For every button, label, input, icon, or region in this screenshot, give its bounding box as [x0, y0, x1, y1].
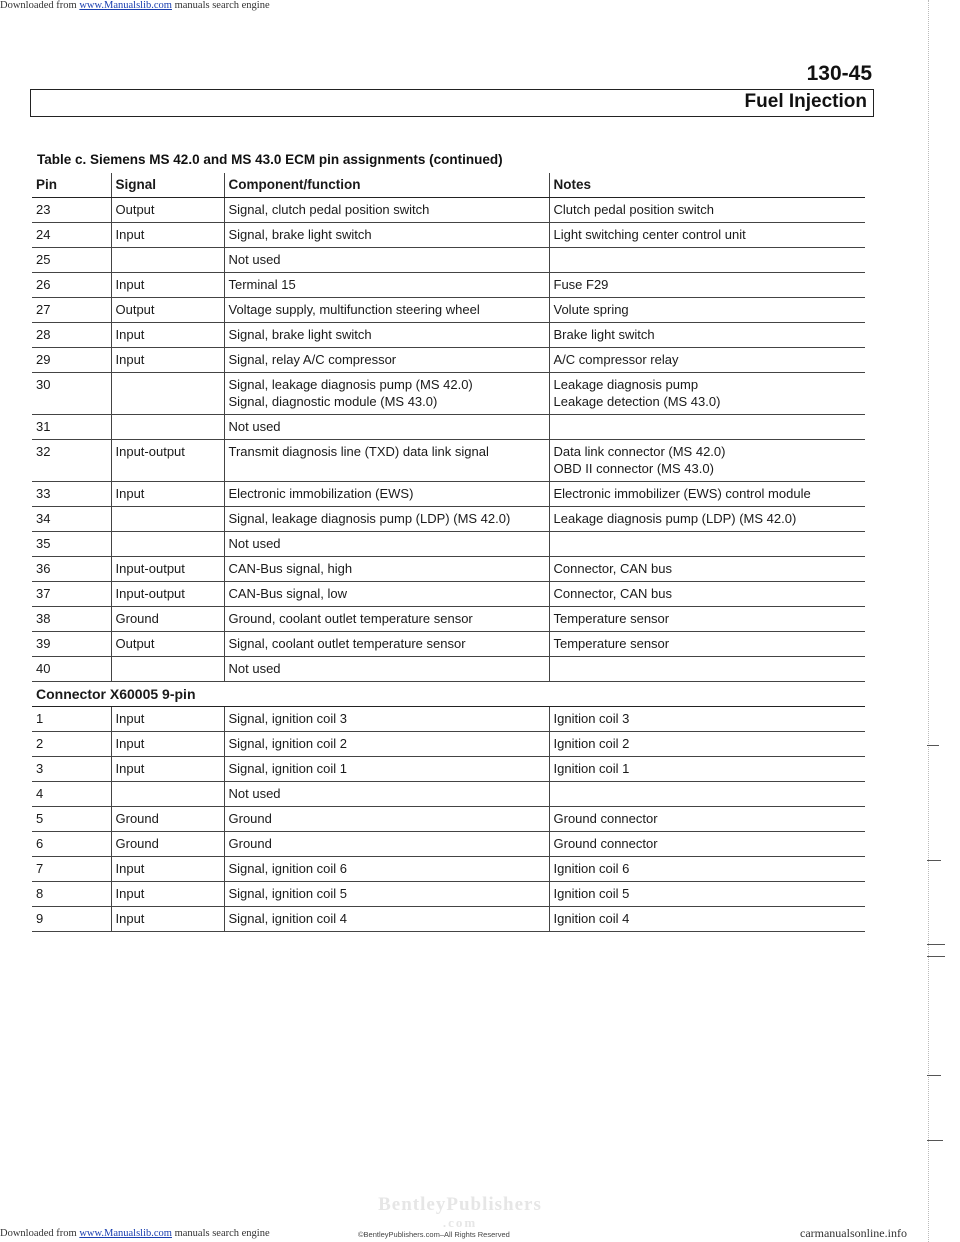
pin-cell-text: 23	[36, 202, 51, 217]
pin-cell-text: 33	[36, 486, 51, 501]
pin-cell	[32, 198, 111, 223]
signal-cell-text: Ground	[115, 811, 159, 826]
banner-suffix: manuals search engine	[171, 0, 270, 11]
signal-cell-text: Input	[115, 486, 145, 501]
component-cell-text: Ground, coolant outlet temperature sensor	[228, 611, 473, 626]
signal-cell-text: Input-output	[115, 444, 185, 459]
pin-cell-text: 36	[36, 561, 51, 576]
signal-cell	[111, 807, 224, 832]
signal-cell	[111, 223, 224, 248]
table-row	[32, 532, 865, 557]
signal-cell-text: Output	[115, 202, 155, 217]
notes-cell	[549, 607, 865, 632]
pin-cell-text: 38	[36, 611, 51, 626]
pin-cell	[32, 348, 111, 373]
signal-cell-text: Input	[115, 886, 145, 901]
notes-cell-text: Ground connector	[553, 836, 658, 851]
pin-cell	[32, 532, 111, 557]
component-cell	[224, 857, 549, 882]
component-cell-text: Signal, clutch pedal position switch	[228, 202, 430, 217]
signal-cell	[111, 757, 224, 782]
component-cell	[224, 298, 549, 323]
table-row	[32, 323, 865, 348]
table-row	[32, 415, 865, 440]
component-cell-text: Not used	[228, 419, 281, 434]
pin-cell-text: 24	[36, 227, 51, 242]
component-cell-text: Not used	[228, 661, 281, 676]
pin-cell-text: 4	[36, 786, 44, 801]
component-cell-text: Signal, coolant outlet temperature sensor	[228, 636, 466, 651]
signal-cell	[111, 415, 224, 440]
signal-cell-text: Input	[115, 736, 145, 751]
ecm-connector-rows	[32, 198, 865, 682]
pin-cell-text: 32	[36, 444, 51, 459]
component-cell	[224, 907, 549, 932]
table-row	[32, 273, 865, 298]
pin-cell-text: 30	[36, 377, 51, 392]
signal-cell	[111, 782, 224, 807]
component-cell	[224, 273, 549, 298]
table-row	[32, 223, 865, 248]
chapter-header-bar	[30, 89, 874, 117]
component-cell	[224, 507, 549, 532]
component-cell	[224, 482, 549, 507]
notes-cell-text: Ground connector	[553, 811, 658, 826]
signal-cell-text: Input	[115, 352, 145, 367]
table-row	[32, 757, 865, 782]
notes-cell-text: Fuse F29	[553, 277, 609, 292]
table-row	[32, 707, 865, 732]
component-cell-text: Electronic immobilization (EWS)	[228, 486, 414, 501]
column-header-notes: Notes	[549, 173, 865, 198]
connector-section-row	[32, 682, 865, 707]
notes-cell-text: Ignition coil 2	[553, 736, 630, 751]
signal-cell-text: Input	[115, 711, 145, 726]
component-cell	[224, 882, 549, 907]
component-cell-text: CAN-Bus signal, low	[228, 586, 347, 601]
component-cell-text: Signal, ignition coil 6	[228, 861, 348, 876]
notes-cell-text-line2: OBD II connector (MS 43.0)	[553, 461, 714, 476]
pin-cell-text: 3	[36, 761, 44, 776]
table-row	[32, 198, 865, 223]
component-cell-text: Signal, ignition coil 3	[228, 711, 348, 726]
component-cell-text: Signal, brake light switch	[228, 327, 372, 342]
watermark-line1: BentleyPublishers	[378, 1194, 542, 1215]
pin-cell-text: 31	[36, 419, 51, 434]
table-row	[32, 732, 865, 757]
chapter-title: Fuel Injection	[744, 91, 867, 112]
notes-cell	[549, 223, 865, 248]
pin-cell	[32, 557, 111, 582]
component-cell	[224, 248, 549, 273]
signal-cell	[111, 198, 224, 223]
pin-cell	[32, 757, 111, 782]
component-cell-text: Terminal 15	[228, 277, 296, 292]
table-row	[32, 857, 865, 882]
pin-cell-text: 1	[36, 711, 44, 726]
pin-cell	[32, 298, 111, 323]
table-row	[32, 248, 865, 273]
table-row	[32, 298, 865, 323]
signal-cell	[111, 507, 224, 532]
margin-tick	[927, 745, 939, 746]
footer-manualslib-link[interactable]: www.Manualslib.com	[79, 1228, 172, 1239]
pin-cell	[32, 832, 111, 857]
component-cell-text: Transmit diagnosis line (TXD) data link signal	[228, 444, 489, 459]
pin-cell-text: 6	[36, 836, 44, 851]
component-cell-text: Not used	[228, 536, 281, 551]
signal-cell-text: Input	[115, 761, 145, 776]
download-footer	[0, 1228, 270, 1239]
pin-cell-text: 37	[36, 586, 51, 601]
signal-cell	[111, 373, 224, 415]
pin-cell-text: 2	[36, 736, 44, 751]
table-row	[32, 632, 865, 657]
signal-cell-text: Ground	[115, 836, 159, 851]
notes-cell	[549, 907, 865, 932]
signal-cell	[111, 857, 224, 882]
connector-section-title: Connector X60005 9-pin	[32, 682, 865, 707]
pin-cell-text: 35	[36, 536, 51, 551]
pin-cell	[32, 248, 111, 273]
signal-cell-text: Input-output	[115, 561, 185, 576]
notes-cell	[549, 507, 865, 532]
margin-tick	[927, 956, 945, 957]
component-cell-text: Signal, ignition coil 4	[228, 911, 348, 926]
pin-cell-text: 26	[36, 277, 51, 292]
notes-cell	[549, 248, 865, 273]
notes-cell	[549, 557, 865, 582]
signal-cell-text: Input	[115, 277, 145, 292]
pin-cell	[32, 607, 111, 632]
notes-cell	[549, 707, 865, 732]
component-cell	[224, 198, 549, 223]
notes-cell-text-line2: Leakage detection (MS 43.0)	[553, 394, 721, 409]
notes-cell-text: Brake light switch	[553, 327, 655, 342]
connector-x60005-rows	[32, 707, 865, 932]
table-row	[32, 373, 865, 415]
notes-cell-text: Data link connector (MS 42.0)	[553, 444, 726, 459]
footer-prefix: Downloaded from	[0, 1228, 80, 1239]
table-row	[32, 907, 865, 932]
footer-suffix: manuals search engine	[171, 1228, 270, 1239]
site-credit: carmanualsonline.info	[800, 1226, 907, 1240]
component-cell-text: Signal, ignition coil 1	[228, 761, 348, 776]
signal-cell	[111, 532, 224, 557]
pin-cell	[32, 782, 111, 807]
signal-cell	[111, 582, 224, 607]
notes-cell-text: Ignition coil 3	[553, 711, 630, 726]
pin-cell	[32, 707, 111, 732]
component-cell-text: Signal, leakage diagnosis pump (MS 42.0)	[228, 377, 473, 392]
signal-cell	[111, 882, 224, 907]
notes-cell-text: Electronic immobilizer (EWS) control module	[553, 486, 811, 501]
component-cell-text: Signal, ignition coil 5	[228, 886, 348, 901]
table-row	[32, 882, 865, 907]
signal-cell-text: Input	[115, 911, 145, 926]
table-row	[32, 440, 865, 482]
table-caption: Table c. Siemens MS 42.0 and MS 43.0 ECM pin assignments (continued)	[37, 152, 503, 167]
margin-tick	[927, 860, 941, 861]
pin-cell	[32, 223, 111, 248]
signal-cell	[111, 657, 224, 682]
pin-cell	[32, 732, 111, 757]
notes-cell-text: Volute spring	[553, 302, 629, 317]
pin-cell	[32, 907, 111, 932]
pin-cell-text: 27	[36, 302, 51, 317]
notes-cell	[549, 632, 865, 657]
signal-cell-text: Input-output	[115, 586, 185, 601]
component-cell	[224, 757, 549, 782]
notes-cell-text: Connector, CAN bus	[553, 561, 673, 576]
column-header-signal: Signal	[111, 173, 224, 198]
notes-cell-text: A/C compressor relay	[553, 352, 679, 367]
notes-cell-text: Light switching center control unit	[553, 227, 746, 242]
signal-cell-text: Input	[115, 861, 145, 876]
component-cell	[224, 657, 549, 682]
pin-cell	[32, 632, 111, 657]
component-cell	[224, 223, 549, 248]
signal-cell	[111, 732, 224, 757]
component-cell	[224, 732, 549, 757]
table-row	[32, 507, 865, 532]
notes-cell	[549, 198, 865, 223]
table-row	[32, 557, 865, 582]
component-cell	[224, 607, 549, 632]
notes-cell-text: Leakage diagnosis pump	[553, 377, 699, 392]
pin-cell-text: 9	[36, 911, 44, 926]
component-cell-text: Signal, leakage diagnosis pump (LDP) (MS 42.0)	[228, 511, 511, 526]
notes-cell-text: Clutch pedal position switch	[553, 202, 714, 217]
component-cell	[224, 782, 549, 807]
notes-cell	[549, 482, 865, 507]
pin-cell-text: 25	[36, 252, 51, 267]
component-cell	[224, 415, 549, 440]
pin-cell	[32, 507, 111, 532]
component-cell-text: Ground	[228, 836, 272, 851]
signal-cell	[111, 607, 224, 632]
download-banner	[0, 0, 960, 14]
signal-cell	[111, 348, 224, 373]
component-cell	[224, 632, 549, 657]
component-cell	[224, 323, 549, 348]
copyright-notice: ©BentleyPublishers.com–All Rights Reserved	[358, 1230, 510, 1239]
notes-cell	[549, 373, 865, 415]
notes-cell	[549, 782, 865, 807]
signal-cell	[111, 482, 224, 507]
table-row	[32, 807, 865, 832]
component-cell	[224, 532, 549, 557]
manualslib-link[interactable]: www.Manualslib.com	[79, 0, 172, 11]
signal-cell-text: Ground	[115, 611, 159, 626]
notes-cell	[549, 273, 865, 298]
signal-cell-text: Output	[115, 636, 155, 651]
component-cell-text: Not used	[228, 786, 281, 801]
signal-cell-text: Output	[115, 302, 155, 317]
pin-cell	[32, 582, 111, 607]
notes-cell	[549, 532, 865, 557]
notes-cell-text: Leakage diagnosis pump (LDP) (MS 42.0)	[553, 511, 797, 526]
table-header-row	[32, 173, 865, 198]
component-cell-text: Signal, ignition coil 2	[228, 736, 348, 751]
component-cell-text: CAN-Bus signal, high	[228, 561, 353, 576]
notes-cell	[549, 348, 865, 373]
notes-cell	[549, 807, 865, 832]
signal-cell	[111, 557, 224, 582]
signal-cell-text: Input	[115, 327, 145, 342]
component-cell-text: Signal, relay A/C compressor	[228, 352, 397, 367]
pin-cell	[32, 415, 111, 440]
watermark-line2: .com	[442, 1215, 478, 1230]
column-header-component: Component/function	[224, 173, 549, 198]
table-row	[32, 348, 865, 373]
notes-cell	[549, 832, 865, 857]
signal-cell-text: Input	[115, 227, 145, 242]
signal-cell	[111, 832, 224, 857]
pin-assignment-table	[32, 173, 865, 932]
notes-cell	[549, 882, 865, 907]
pin-cell	[32, 440, 111, 482]
notes-cell-text: Ignition coil 4	[553, 911, 630, 926]
pin-cell	[32, 882, 111, 907]
table-row	[32, 607, 865, 632]
notes-cell-text: Ignition coil 1	[553, 761, 630, 776]
component-cell	[224, 707, 549, 732]
component-cell	[224, 582, 549, 607]
pin-cell	[32, 482, 111, 507]
notes-cell-text: Connector, CAN bus	[553, 586, 673, 601]
pin-cell	[32, 273, 111, 298]
component-cell	[224, 557, 549, 582]
signal-cell	[111, 323, 224, 348]
component-cell-text: Signal, brake light switch	[228, 227, 372, 242]
pin-cell	[32, 323, 111, 348]
pin-cell-text: 5	[36, 811, 44, 826]
notes-cell-text: Ignition coil 5	[553, 886, 630, 901]
pin-cell-text: 39	[36, 636, 51, 651]
pin-cell-text: 7	[36, 861, 44, 876]
pin-cell	[32, 857, 111, 882]
notes-cell-text: Temperature sensor	[553, 611, 670, 626]
table-row	[32, 832, 865, 857]
banner-prefix: Downloaded from	[0, 0, 80, 11]
pin-cell-text: 8	[36, 886, 44, 901]
component-cell	[224, 373, 549, 415]
notes-cell	[549, 582, 865, 607]
component-cell	[224, 440, 549, 482]
margin-tick	[927, 1140, 943, 1141]
component-cell-text-line2: Signal, diagnostic module (MS 43.0)	[228, 394, 438, 409]
margin-tick	[927, 944, 945, 945]
notes-cell	[549, 657, 865, 682]
column-header-pin: Pin	[32, 173, 111, 198]
component-cell-text: Ground	[228, 811, 272, 826]
pin-cell	[32, 657, 111, 682]
component-cell-text: Not used	[228, 252, 281, 267]
pin-cell-text: 29	[36, 352, 51, 367]
signal-cell	[111, 907, 224, 932]
notes-cell	[549, 757, 865, 782]
notes-cell-text: Ignition coil 6	[553, 861, 630, 876]
page-number: 130-45	[806, 62, 872, 85]
pin-cell-text: 28	[36, 327, 51, 342]
component-cell	[224, 348, 549, 373]
table-row	[32, 482, 865, 507]
signal-cell	[111, 298, 224, 323]
table-row	[32, 657, 865, 682]
notes-cell	[549, 298, 865, 323]
component-cell	[224, 832, 549, 857]
notes-cell	[549, 732, 865, 757]
page-margin-line	[928, 0, 930, 1242]
pin-cell-text: 34	[36, 511, 51, 526]
margin-tick	[927, 1075, 941, 1076]
signal-cell	[111, 273, 224, 298]
signal-cell	[111, 248, 224, 273]
notes-cell	[549, 323, 865, 348]
pin-cell-text: 40	[36, 661, 51, 676]
notes-cell	[549, 857, 865, 882]
notes-cell-text: Temperature sensor	[553, 636, 670, 651]
table-row	[32, 582, 865, 607]
signal-cell	[111, 632, 224, 657]
publisher-watermark	[340, 1196, 580, 1232]
signal-cell	[111, 707, 224, 732]
pin-cell	[32, 373, 111, 415]
notes-cell	[549, 440, 865, 482]
component-cell	[224, 807, 549, 832]
notes-cell	[549, 415, 865, 440]
component-cell-text: Voltage supply, multifunction steering wheel	[228, 302, 480, 317]
signal-cell	[111, 440, 224, 482]
pin-cell	[32, 807, 111, 832]
table-row	[32, 782, 865, 807]
